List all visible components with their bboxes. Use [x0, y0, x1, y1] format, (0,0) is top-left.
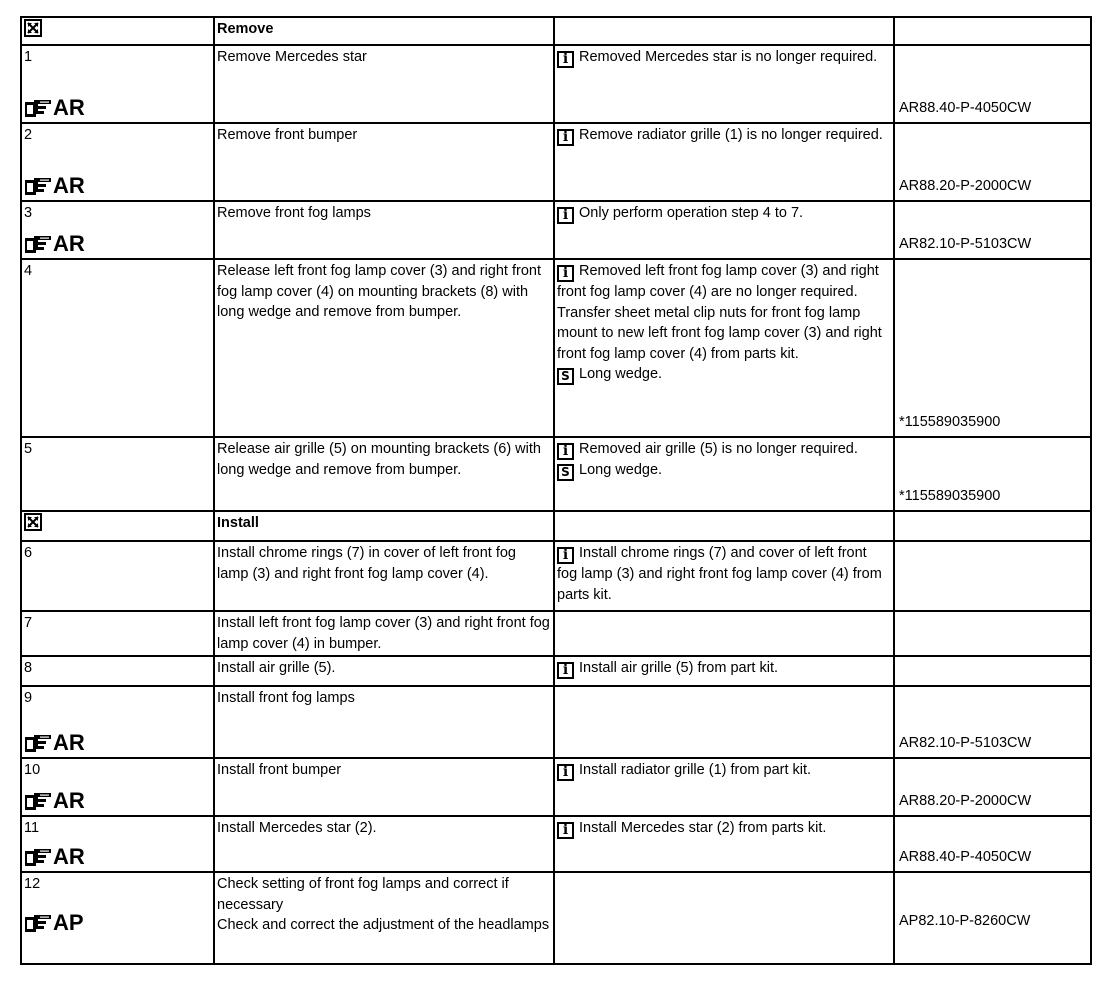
step-action: Install chrome rings (7) in cover of left front fog lamp (3) and right front fog lamp cover (4). — [214, 541, 554, 611]
step-action: Install Mercedes star (2). — [214, 816, 554, 872]
ar-link[interactable]: AR — [24, 96, 85, 120]
info-icon: i — [557, 822, 574, 839]
install-section-icon — [24, 513, 42, 531]
step-number: 7 — [24, 615, 33, 631]
step-number: 12 — [24, 876, 41, 892]
tool-icon: S — [557, 368, 574, 385]
section-title-install: Install — [214, 511, 554, 541]
table-row — [21, 686, 1091, 758]
reference-link[interactable]: AR88.20-P-2000CW — [899, 177, 1032, 194]
step-action: Remove Mercedes star — [214, 45, 554, 123]
step-action: Release air grille (5) on mounting brackets (6) with long wedge and remove from bumper. — [214, 437, 554, 511]
step-note: i Removed left front fog lamp cover (3) and right front fog lamp cover (4) are no longer required. Transfer sheet metal clip nuts for front fog lamp mount to new left front fog lamp cover (3) and right front fog lamp cover (4) from parts kit. S Long wedge. — [554, 259, 894, 437]
step-action: Install air grille (5). — [214, 656, 554, 686]
table-row — [21, 201, 1091, 259]
ar-link[interactable]: AR — [24, 845, 85, 869]
reference-link[interactable]: AR88.20-P-2000CW — [899, 792, 1032, 809]
step-note: i Install chrome rings (7) and cover of left front fog lamp (3) and right front fog lamp cover (4) from parts kit. — [554, 541, 894, 611]
step-number: 10 — [24, 762, 41, 778]
step-action: Check setting of front fog lamps and correct if necessary Check and correct the adjustment of the headlamps — [214, 872, 554, 964]
tool-icon: S — [557, 464, 574, 481]
ar-link[interactable]: AR — [24, 731, 85, 755]
step-action: Remove front bumper — [214, 123, 554, 201]
step-number: 1 — [24, 49, 33, 65]
table-row — [21, 259, 1091, 437]
section-title-remove: Remove — [214, 17, 554, 45]
tool-name: Long wedge. — [579, 462, 663, 478]
info-icon: i — [557, 662, 574, 679]
info-icon: i — [557, 265, 574, 282]
pointing-hand-icon — [24, 176, 52, 196]
step-note: i Install Mercedes star (2) from parts kit. — [554, 816, 894, 872]
reference-link[interactable]: AR82.10-P-5103CW — [899, 235, 1032, 252]
step-note: i Only perform operation step 4 to 7. — [554, 201, 894, 259]
step-note: i Install air grille (5) from part kit. — [554, 656, 894, 686]
tool-part-number[interactable]: *115589035900 — [899, 413, 1001, 430]
step-note-extra: Transfer sheet metal clip nuts for front fog lamp mount to new left front fog lamp cover (3) and right front fog lamp cover (4) from parts kit. — [557, 304, 882, 362]
step-note: i Install radiator grille (1) from part kit. — [554, 758, 894, 816]
ar-link[interactable]: AR — [24, 789, 85, 813]
table-row — [21, 872, 1091, 964]
step-note: i Remove radiator grille (1) is no longer required. — [554, 123, 894, 201]
step-note: i Removed Mercedes star is no longer required. — [554, 45, 894, 123]
step-number: 3 — [24, 205, 33, 221]
pointing-hand-icon — [24, 913, 52, 933]
step-action: Remove front fog lamps — [214, 201, 554, 259]
step-action: Release left front fog lamp cover (3) and right front fog lamp cover (4) on mounting brackets (8) with long wedge and remove from bumper. — [214, 259, 554, 437]
info-icon: i — [557, 129, 574, 146]
step-number: 9 — [24, 690, 33, 706]
ar-link[interactable]: AR — [24, 174, 85, 198]
section-header-install — [21, 511, 1091, 541]
step-number: 11 — [24, 820, 40, 836]
table-row — [21, 758, 1091, 816]
step-action: Install front bumper — [214, 758, 554, 816]
step-number: 5 — [24, 441, 33, 457]
pointing-hand-icon — [24, 234, 52, 254]
ar-link[interactable]: AR — [24, 232, 85, 256]
step-action-extra: Check and correct the adjustment of the headlamps — [217, 917, 550, 933]
table-row — [21, 437, 1091, 511]
table-row — [21, 123, 1091, 201]
step-number: 2 — [24, 127, 33, 143]
info-icon: i — [557, 764, 574, 781]
pointing-hand-icon — [24, 733, 52, 753]
reference-link[interactable]: AR88.40-P-4050CW — [899, 99, 1032, 116]
pointing-hand-icon — [24, 791, 52, 811]
info-icon: i — [557, 51, 574, 68]
table-row — [21, 656, 1091, 686]
section-header-remove — [21, 17, 1091, 45]
info-icon: i — [557, 207, 574, 224]
step-number: 8 — [24, 660, 33, 676]
table-row — [21, 816, 1091, 872]
reference-link[interactable]: AR88.40-P-4050CW — [899, 848, 1032, 865]
tool-part-number[interactable]: *115589035900 — [899, 487, 1001, 504]
procedure-table — [20, 16, 1092, 965]
step-number: 4 — [24, 263, 33, 279]
pointing-hand-icon — [24, 847, 52, 867]
reference-link[interactable]: AR82.10-P-5103CW — [899, 734, 1032, 751]
reference-link[interactable]: AP82.10-P-8260CW — [899, 913, 1031, 929]
step-note: i Removed air grille (5) is no longer required. S Long wedge. — [554, 437, 894, 511]
step-number: 6 — [24, 545, 33, 561]
tool-name: Long wedge. — [579, 366, 663, 382]
remove-section-icon — [24, 19, 42, 37]
step-action: Install front fog lamps — [214, 686, 554, 758]
info-icon: i — [557, 443, 574, 460]
step-action: Install left front fog lamp cover (3) and right front fog lamp cover (4) in bumper. — [214, 611, 554, 656]
table-row — [21, 611, 1091, 656]
info-icon: i — [557, 547, 574, 564]
table-row — [21, 541, 1091, 611]
ap-link[interactable]: AP — [24, 911, 84, 935]
pointing-hand-icon — [24, 98, 52, 118]
table-row — [21, 45, 1091, 123]
